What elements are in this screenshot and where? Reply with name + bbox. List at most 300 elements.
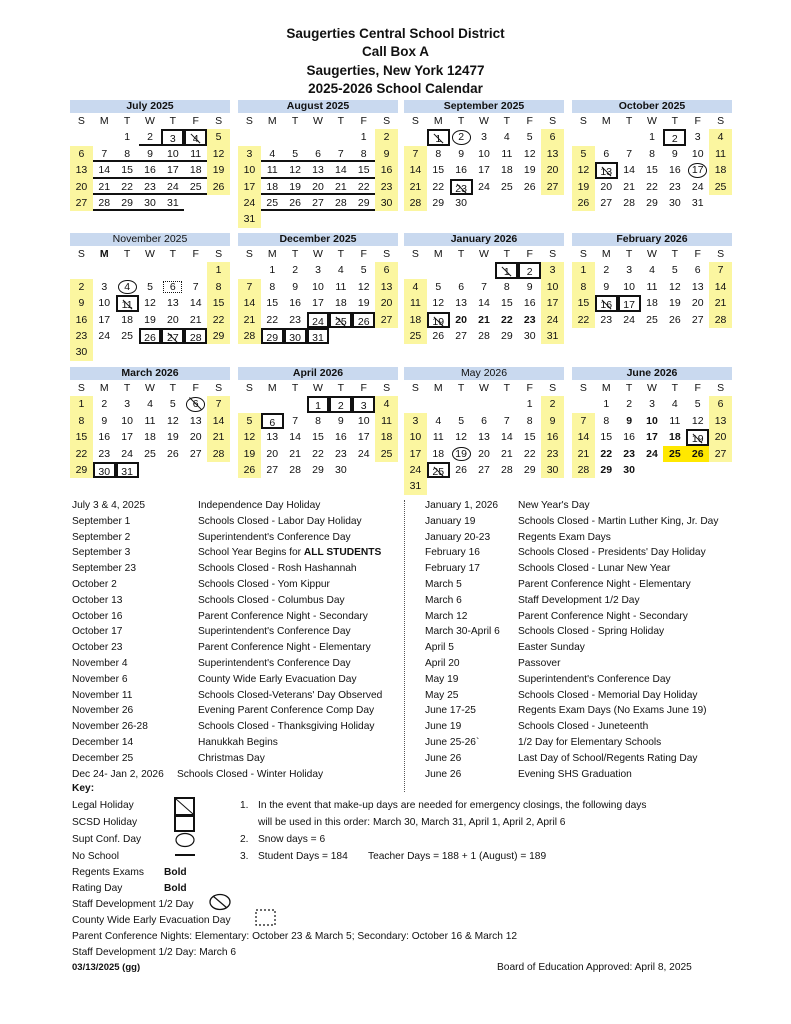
weekday-label: S — [579, 248, 587, 260]
weekday-label: S — [383, 248, 391, 260]
day-cell — [375, 211, 398, 227]
event-row — [425, 593, 718, 609]
day-cell: 28 — [93, 195, 116, 211]
event-row — [425, 545, 718, 561]
day-cell: 2 — [329, 396, 352, 412]
event-description: County Wide Early Evacuation Day — [198, 673, 357, 685]
weekday-label: W — [145, 115, 155, 127]
day-cell: 18 — [432, 447, 445, 460]
day-cell: 24 — [478, 180, 490, 193]
day-cell — [352, 462, 375, 478]
event-description: Schools Closed - Columbus Day — [198, 594, 345, 606]
weekday-label: M — [433, 382, 443, 394]
weekday-label: S — [383, 115, 391, 127]
day-cell: 11 — [116, 295, 139, 311]
day-cell: 21 — [478, 313, 490, 326]
supt-conf-icon — [174, 832, 196, 848]
scsd-holiday-icon — [174, 815, 196, 833]
day-cell: 17 — [312, 297, 324, 310]
day-cell: 10 — [312, 280, 324, 293]
day-cell: 7 — [572, 413, 595, 429]
day-cell: 25 — [663, 446, 686, 462]
calendar-title: 2025-2026 School Calendar — [308, 81, 483, 96]
weekday-label: F — [526, 248, 533, 260]
day-cell: 28 — [184, 328, 207, 344]
day-cell — [541, 478, 564, 494]
weekday-label: S — [77, 382, 85, 394]
note1a: In the event that make-up days are needed for emergency closings, the following days — [258, 800, 647, 811]
day-cell: 20 — [709, 429, 732, 445]
day-cell: 17 — [357, 431, 370, 444]
day-cell — [261, 211, 284, 227]
day-cell: 20 — [189, 431, 202, 444]
day-cell: 6 — [261, 413, 284, 429]
day-cell: 15 — [266, 297, 279, 310]
event-description: New Year's Day — [518, 500, 590, 511]
event-date: June 26 — [425, 768, 462, 780]
key-rating: Rating Day — [72, 883, 123, 894]
day-cell: 30 — [375, 195, 398, 211]
event-row — [72, 561, 382, 577]
month-title: June 2026 — [572, 367, 732, 380]
weekday-label: T — [503, 248, 511, 260]
day-cell: 28 — [207, 446, 230, 462]
day-cell: 7 — [292, 414, 299, 427]
address-line1: Call Box A — [361, 44, 429, 59]
weekday-label: M — [267, 115, 277, 127]
day-cell: 21 — [404, 179, 427, 195]
note1b: will be used in this order: March 30, March 31, April 1, April 2, April 6 — [258, 817, 566, 828]
day-cell — [139, 462, 162, 478]
month-title: August 2025 — [238, 100, 398, 113]
day-cell: 17 — [541, 295, 564, 311]
day-cell: 18 — [646, 297, 658, 310]
event-row — [425, 719, 718, 735]
day-cell: 3 — [101, 280, 108, 293]
day-cell: 6 — [458, 280, 465, 293]
weekday-label: T — [291, 115, 299, 127]
day-cell — [427, 478, 450, 494]
event-date: June 19 — [425, 721, 462, 733]
day-cell: 14 — [404, 162, 427, 178]
day-cell: 19 — [427, 312, 450, 328]
day-cell: 3 — [626, 264, 633, 277]
day-cell — [709, 462, 732, 478]
weekday-label: T — [291, 248, 299, 260]
day-cell: 10 — [404, 429, 427, 445]
event-description: Schools Closed-Veterans' Day Observed — [198, 689, 383, 701]
day-cell: 18 — [709, 162, 732, 178]
day-cell: 6 — [307, 146, 330, 162]
day-cell: 16 — [455, 164, 467, 177]
day-cell: 27 — [478, 463, 490, 476]
month-panel — [404, 100, 564, 211]
day-cell: 13 — [691, 280, 704, 293]
event-description: School Year Begins for ALL STUDENTS — [198, 547, 382, 559]
weekday-label: T — [123, 248, 131, 260]
day-cell: 31 — [238, 211, 261, 227]
weekday-label: S — [411, 248, 419, 260]
day-cell: 16 — [139, 162, 162, 178]
day-cell: 22 — [432, 180, 445, 193]
day-cell — [93, 129, 116, 145]
day-cell: 25 — [375, 446, 398, 462]
day-cell — [495, 478, 518, 494]
day-cell: 3 — [315, 264, 321, 277]
day-cell: 26 — [455, 463, 467, 476]
day-cell: 5 — [238, 413, 261, 429]
day-cell — [261, 129, 284, 145]
day-cell: 16 — [523, 297, 536, 310]
day-cell — [161, 344, 184, 360]
day-cell: 29 — [646, 196, 658, 209]
day-cell: 21 — [623, 180, 635, 193]
month-title: April 2026 — [238, 367, 398, 380]
day-cell: 20 — [375, 295, 398, 311]
day-cell — [329, 129, 352, 145]
day-cell: 5 — [435, 280, 442, 293]
event-date: October 16 — [72, 610, 123, 622]
day-cell: 21 — [93, 179, 116, 195]
day-cell: 29 — [432, 196, 445, 209]
weekday-label: S — [245, 382, 253, 394]
weekday-label: W — [647, 248, 657, 260]
staff-dev-icon — [208, 893, 232, 911]
weekday-label: M — [433, 248, 443, 260]
note3a: Student Days = 184 — [258, 851, 348, 862]
weekday-label: T — [457, 248, 465, 260]
day-cell — [450, 478, 473, 494]
key-evac: County Wide Early Evacuation Day — [72, 915, 231, 926]
day-cell: 29 — [600, 463, 613, 476]
event-description: Superintendent's Conference Day — [198, 531, 351, 543]
key-sdhalf: Staff Development 1/2 Day: March 6 — [72, 947, 237, 958]
day-cell: 17 — [98, 313, 111, 326]
day-cell: 20 — [70, 179, 93, 195]
weekday-label: T — [671, 382, 679, 394]
event-description: Evening Parent Conference Comp Day — [198, 705, 375, 717]
day-cell: 2 — [70, 279, 93, 295]
day-cell: 24 — [404, 462, 427, 478]
day-cell: 7 — [481, 280, 487, 293]
event-date: March 30-April 6 — [425, 626, 500, 638]
note3-num: 3. — [240, 851, 249, 862]
day-cell: 7 — [93, 146, 116, 162]
day-cell: 31 — [691, 196, 704, 209]
day-cell: 12 — [523, 147, 536, 160]
day-cell: 2 — [292, 264, 299, 277]
weekday-label: M — [601, 115, 611, 127]
month-title: November 2025 — [70, 233, 230, 246]
day-cell — [238, 396, 261, 412]
day-cell: 19 — [238, 446, 261, 462]
day-cell: 13 — [455, 297, 467, 310]
weekday-label: T — [169, 382, 177, 394]
day-cell: 27 — [375, 312, 398, 328]
day-cell: 18 — [501, 164, 513, 177]
day-cell: 4 — [649, 264, 655, 277]
event-date: May 19 — [425, 673, 459, 685]
day-cell: 19 — [686, 429, 709, 445]
day-cell — [709, 195, 732, 211]
day-cell: 24 — [238, 195, 261, 211]
day-cell: 8 — [603, 414, 610, 427]
day-cell: 11 — [335, 280, 347, 293]
day-cell: 10 — [541, 279, 564, 295]
day-cell: 13 — [266, 431, 279, 444]
event-date: October 13 — [72, 594, 123, 606]
event-row — [425, 703, 718, 719]
day-cell: 3 — [404, 413, 427, 429]
day-cell: 13 — [709, 413, 732, 429]
day-cell: 18 — [335, 297, 347, 310]
day-cell: 24 — [646, 447, 658, 460]
weekday-label: S — [411, 115, 419, 127]
weekday-label: S — [411, 382, 419, 394]
footer-approved: Board of Education Approved: April 8, 2025 — [497, 962, 692, 973]
day-cell: 10 — [357, 414, 370, 427]
day-cell — [518, 478, 541, 494]
day-cell: 7 — [329, 146, 352, 162]
day-cell: 7 — [404, 146, 427, 162]
day-cell: 17 — [646, 431, 658, 444]
weekday-label: M — [99, 115, 109, 127]
day-cell: 14 — [501, 431, 513, 444]
day-cell: 30 — [70, 344, 93, 360]
event-date: January 1, 2026 — [425, 500, 499, 511]
day-cell: 14 — [329, 162, 352, 178]
day-cell: 16 — [375, 162, 398, 178]
day-cell: 19 — [450, 446, 473, 462]
day-cell — [450, 396, 473, 412]
day-cell: 29 — [207, 328, 230, 344]
day-cell: 22 — [572, 312, 595, 328]
day-cell: 11 — [669, 414, 681, 427]
event-row — [72, 672, 382, 688]
day-cell: 23 — [669, 180, 681, 193]
weekday-label: T — [123, 382, 131, 394]
day-cell: 10 — [161, 146, 184, 162]
day-cell — [161, 462, 184, 478]
day-cell: 31 — [404, 478, 427, 494]
day-cell: 23 — [70, 328, 93, 344]
day-cell: 11 — [144, 414, 156, 427]
day-cell: 9 — [458, 147, 465, 160]
day-cell: 2 — [541, 396, 564, 412]
day-cell: 6 — [161, 279, 184, 295]
day-cell: 4 — [375, 396, 398, 412]
event-date: September 23 — [72, 563, 136, 575]
event-date: November 6 — [72, 673, 128, 685]
day-cell: 14 — [207, 413, 230, 429]
event-description: Schools Closed - Martin Luther King, Jr. Day — [518, 515, 719, 527]
event-description: Parent Conference Night - Secondary — [198, 610, 368, 622]
event-date: November 26 — [72, 705, 134, 717]
day-cell: 14 — [623, 164, 635, 177]
day-cell: 12 — [357, 280, 370, 293]
day-cell: 1 — [124, 131, 131, 144]
day-cell: 5 — [169, 398, 176, 411]
event-row — [72, 656, 382, 672]
day-cell — [207, 344, 230, 360]
day-cell: 23 — [289, 313, 301, 326]
weekday-label: S — [215, 115, 223, 127]
day-cell: 16 — [70, 312, 93, 328]
key-rating-bold: Bold — [164, 883, 187, 894]
day-cell: 28 — [404, 195, 427, 211]
day-cell: 25 — [709, 179, 732, 195]
event-description: Schools Closed - Yom Kippur — [198, 578, 330, 590]
day-cell: 20 — [600, 180, 613, 193]
weekday-label: F — [192, 248, 199, 260]
day-cell: 10 — [121, 414, 133, 427]
event-date: October 17 — [72, 626, 123, 638]
day-cell: 5 — [458, 414, 465, 427]
weekday-label: M — [267, 248, 277, 260]
day-cell: 26 — [284, 195, 307, 211]
day-cell: 13 — [307, 162, 330, 178]
day-cell: 12 — [207, 146, 230, 162]
day-cell: 2 — [518, 262, 541, 278]
day-cell: 30 — [93, 462, 116, 478]
day-cell: 8 — [503, 280, 510, 293]
day-cell: 22 — [266, 313, 279, 326]
day-cell: 19 — [572, 179, 595, 195]
day-cell — [116, 262, 139, 278]
event-date: October 23 — [72, 642, 123, 654]
day-cell — [284, 211, 307, 227]
weekday-label: M — [601, 382, 611, 394]
day-cell: 22 — [352, 179, 375, 195]
day-cell: 1 — [269, 264, 276, 277]
event-description: Christmas Day — [198, 752, 265, 764]
event-description: Regents Exam Days (No Exams June 19) — [518, 705, 707, 717]
day-cell: 15 — [312, 431, 324, 444]
day-cell: 29 — [523, 463, 536, 476]
day-cell: 14 — [93, 162, 116, 178]
day-cell: 27 — [266, 463, 279, 476]
day-cell: 2 — [101, 398, 108, 411]
day-cell — [495, 195, 518, 211]
day-cell: 14 — [478, 297, 490, 310]
day-cell: 7 — [238, 279, 261, 295]
weekday-label: W — [313, 115, 323, 127]
event-description: Schools Closed - Presidents' Day Holiday — [518, 547, 706, 559]
day-cell: 20 — [167, 313, 179, 326]
event-description: Staff Development 1/2 Day — [518, 594, 640, 606]
day-cell: 27 — [189, 447, 202, 460]
day-cell: 26 — [523, 180, 536, 193]
month-title: October 2025 — [572, 100, 732, 113]
event-date: February 16 — [425, 547, 480, 559]
day-cell: 24 — [623, 313, 635, 326]
weekday-label: T — [337, 382, 345, 394]
event-date: February 17 — [425, 563, 480, 575]
events-left — [72, 498, 382, 782]
weekday-label: S — [717, 248, 725, 260]
day-cell: 25 — [501, 180, 513, 193]
weekday-label: F — [694, 115, 701, 127]
day-cell — [207, 462, 230, 478]
day-cell: 15 — [207, 295, 230, 311]
weekday-label: W — [145, 382, 155, 394]
day-cell — [329, 211, 352, 227]
day-cell: 15 — [572, 295, 595, 311]
day-cell: 2 — [663, 129, 686, 145]
day-cell: 18 — [669, 431, 681, 444]
day-cell — [375, 328, 398, 344]
weekday-label: T — [503, 115, 511, 127]
day-cell — [352, 211, 375, 227]
note1-num: 1. — [240, 800, 249, 811]
day-cell: 1 — [307, 396, 330, 412]
day-cell: 2 — [375, 129, 398, 145]
day-cell: 1 — [360, 131, 367, 144]
weekday-label: S — [549, 248, 557, 260]
day-cell: 13 — [70, 162, 93, 178]
day-cell: 26 — [139, 328, 162, 344]
day-cell — [427, 262, 450, 278]
day-cell: 3 — [541, 262, 564, 278]
weekday-label: T — [169, 115, 177, 127]
day-cell: 11 — [404, 295, 427, 311]
day-cell: 6 — [70, 146, 93, 162]
weekday-label: T — [457, 115, 465, 127]
day-cell: 25 — [121, 329, 133, 342]
day-cell — [307, 211, 330, 227]
day-cell — [595, 129, 618, 145]
day-cell: 6 — [184, 396, 207, 412]
note3b: Teacher Days = 188 + 1 (August) = 189 — [368, 851, 547, 862]
day-cell — [404, 129, 427, 145]
day-cell: 21 — [329, 179, 352, 195]
day-cell: 18 — [261, 179, 284, 195]
day-cell: 18 — [121, 313, 133, 326]
day-cell: 27 — [600, 196, 613, 209]
day-cell: 11 — [709, 146, 732, 162]
day-cell — [404, 396, 427, 412]
weekday-label: W — [145, 248, 155, 260]
day-cell: 12 — [432, 297, 445, 310]
day-cell: 30 — [335, 463, 347, 476]
weekday-label: T — [625, 115, 633, 127]
event-date: January 20-23 — [425, 531, 491, 543]
event-description: Schools Closed - Labor Day Holiday — [198, 515, 362, 527]
day-cell: 25 — [329, 312, 352, 328]
event-date: July 3 & 4, 2025 — [72, 500, 146, 511]
day-cell: 24 — [357, 447, 370, 460]
weekday-label: S — [383, 382, 391, 394]
day-cell — [93, 262, 116, 278]
event-date: December 14 — [72, 736, 134, 748]
day-cell: 28 — [572, 462, 595, 478]
day-cell: 22 — [600, 447, 613, 460]
day-cell: 8 — [435, 147, 442, 160]
weekday-label: W — [479, 248, 489, 260]
day-cell — [207, 195, 230, 211]
day-cell: 26 — [207, 179, 230, 195]
day-cell — [93, 344, 116, 360]
weekday-label: W — [647, 115, 657, 127]
weekday-label: S — [549, 115, 557, 127]
day-cell: 4 — [116, 279, 139, 295]
month-panel — [404, 233, 564, 344]
day-cell: 5 — [526, 131, 533, 144]
day-cell — [686, 462, 709, 478]
day-cell — [184, 262, 207, 278]
day-cell: 28 — [238, 328, 261, 344]
day-cell: 22 — [646, 180, 658, 193]
